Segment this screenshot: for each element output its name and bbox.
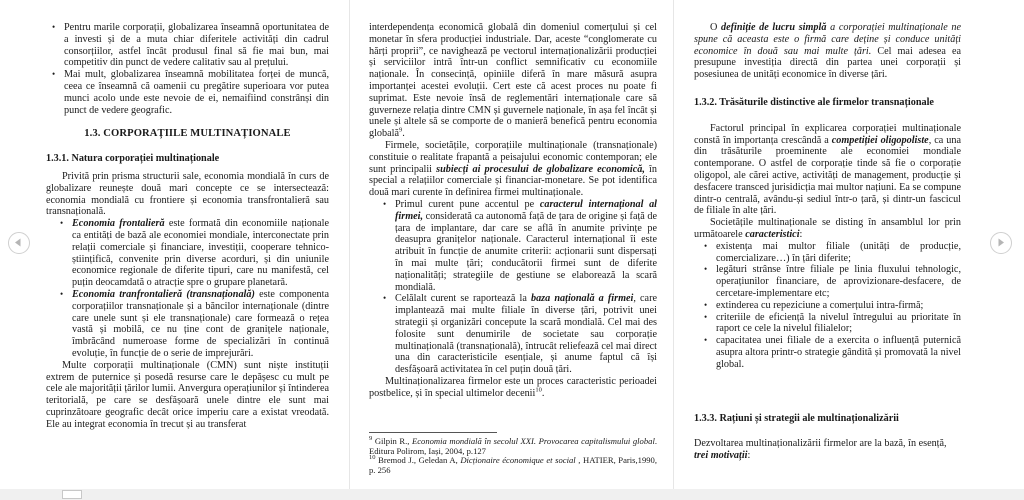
footnote-number: 9 bbox=[369, 435, 373, 443]
bullet-item bbox=[72, 289, 329, 360]
bullet-item: • Mai mult, globalizarea înseamnă mobilitatea forței de muncă, ceea ce înseamnă că oamenii cu pregătire superioara vor putea munci acolo unde este nevoie de ei, nemaifiind constrânși din punct de vedere geografic. bbox=[64, 69, 329, 116]
paragraph-text: interdependența economică globală din domeniul comerțului și cel monetar în sfera producției industriale. Dar, aceste “conglomerate cu hărți proprii”, ce navighează pe vectorul internaționalizării producției și serviciilor intră într-un conflict semnificativ cu economiile naționale. În consecință, opiniile diferă în mare măsură asupra importanței acestei evoluții. Cert este că acest proces nu poate fi suprimat. Este nevoie însă de reglementări internaționale care să guverneze relația dintre CMN și guvernele naționale, în așa fel încât și unele și altele să se comporte de o manieră benefică pentru economia globală bbox=[369, 22, 657, 140]
section-title: 1.3.3. Rațiuni și strategii ale multinaționalizării bbox=[694, 412, 899, 424]
bullet-text: , care implantează mai multe filiale în diverse țări, potrivit unei strategii și organizări concepute la scară mondială. Cel mai des folosite sunt denumirile de societate sau corporație multinațională (transnațională), întrucât reliefează cel mai direct una din caracteristicile esențiale, și anume faptul că își desfășoară activitatea în cel puțin două țări. bbox=[395, 293, 657, 376]
paragraph bbox=[694, 217, 961, 241]
paragraph bbox=[694, 123, 961, 217]
previous-page-button[interactable] bbox=[8, 232, 30, 254]
footnote-ref[interactable]: 9 bbox=[399, 126, 403, 134]
horizontal-scrollbar[interactable] bbox=[0, 489, 1024, 500]
page-right-content bbox=[694, 22, 961, 462]
paragraph-text: , ca una din trăsăturile proeminente ale economiei mondiale contemporane. O astfel de corporație tinde să fie o corporație oligopol, ale cărei active, activități de management, producție și desfacere transced jurisidicția mai multor națiuni. Ea se compune dintr-o centrală, avându-și sediul într-o țară, și dintr-un fascicul de filiale în alte țări. bbox=[694, 134, 961, 217]
globalization-bullets bbox=[46, 22, 329, 116]
chevron-right-circle-icon bbox=[991, 233, 1010, 252]
footnote bbox=[369, 456, 657, 475]
term: Economia tranfrontalieră (transnațională) bbox=[72, 288, 255, 300]
footnotes bbox=[369, 432, 657, 475]
footnote-author: Gilpin R., bbox=[372, 436, 412, 446]
footnote-title: Economia mondială în secolul XXI. Provocarea capitalismului global bbox=[411, 436, 655, 446]
bullet-item: • criteriile de eficiență la nivelul întregului au prioritate în raport ce cele la nivelul filialelor; bbox=[716, 312, 961, 336]
paragraph: Multinaționalizarea firmelor este un proces caracteristic perioadei postbelice, și în special ultimelor decenii$^{10}$. bbox=[369, 375, 657, 399]
page-middle bbox=[349, 0, 673, 489]
footnote-divider bbox=[369, 432, 497, 433]
bullet-item bbox=[395, 293, 657, 376]
bullet-text: este componenta corporațiilor transnaționale și a băncilor internaționale (dintre care unele sunt și ele transnaționale) care formează o rețea vastă și mobilă, ce nu ține cont de granițele naționale, îmbrăcând numeroase forme de specializări în continuă evoluție, în funcție de o serie de imprejurări. bbox=[72, 288, 329, 359]
page-right bbox=[673, 0, 1024, 489]
chevron-left-circle-icon bbox=[9, 233, 28, 252]
emphasis: competiției oligopoliste bbox=[831, 134, 929, 146]
paragraph: interdependența economică globală din domeniul comerțului și cel monetar în sfera producției industriale. Dar, aceste “conglomerate cu hărți proprii”, ce navighează pe vectorul internaționalizării producției și serviciilor intră într-un conflict semnificativ cu economiile naționale. În consecință, opiniile diferă în mare măsură asupra importanței acestei evoluții. Cert este că acest proces nu poate fi suprimat. Este nevoie însă de reglementări internaționale care să guverneze relația dintre CMN și guvernele naționale, în așa fel încât și unele și altele să se comporte de o manieră benefică pentru economia globală$^9$. bbox=[369, 22, 657, 140]
chapter-title: 1.3. CORPORAȚIILE MULTINAȚIONALE bbox=[84, 128, 291, 140]
footnote-title: Dicționaire économique et social bbox=[460, 455, 576, 466]
definition-currents-list bbox=[369, 199, 657, 376]
bullet-item: • capacitatea unei filiale de a exercita o influență puternică asupra altora printr-o strategie gândită și promovată la nivel global. bbox=[716, 335, 961, 370]
footnote-author: Bremod J., Geledan A, bbox=[375, 455, 461, 466]
page-left-content bbox=[46, 22, 329, 431]
paragraph-text: Dezvoltarea multinaționalizării firmelor are la bază, în esență, bbox=[694, 438, 947, 450]
paragraph bbox=[694, 438, 961, 462]
section-title: 1.3.2. Trăsăturile distinctive ale firmelor transnaționale bbox=[694, 96, 934, 108]
footnote bbox=[369, 437, 657, 456]
next-page-button[interactable] bbox=[990, 232, 1012, 254]
bullet-text: considerată ca autonomă față de țara de origine și față de țara de implantare, dar care se află în anumite privințe pe deasupra granițelor naționale. Caracterul internațional îi este atribuit în funcție de anumite criterii: acționarii sunt dispersați în mai multe țări; conducătorii firmei sunt de diferite naționalități; strategiile de gestiune se elaborează la scară mondială. bbox=[395, 210, 657, 293]
paragraph-text: Multinaționalizarea firmelor este un proces caracteristic perioadei postbelice, și în special ultimelor decenii bbox=[369, 375, 657, 399]
emphasis: definiție de lucru simplă bbox=[721, 22, 827, 33]
paragraph-text: Cel mai adesea ea presupune investiția directă din partea unei corporații și posesiunea de unități economice în diverse țări. bbox=[694, 45, 961, 81]
paragraph-text: în special a relațiilor comerciale și financiar-monetare. Se pot identifica două mari curente în definirea firmei multinaționale. bbox=[369, 163, 657, 199]
bullet-text: Primul curent pune accentul pe bbox=[395, 198, 540, 210]
paragraph-text: Societățile multinaționale se disting în ansamblul lor prin următoarele bbox=[694, 217, 961, 240]
emphasis: caracteristici bbox=[745, 228, 800, 240]
emphasis: subiecți ai procesului de globalizare economică, bbox=[436, 163, 645, 175]
term: Economia frontalieră bbox=[72, 218, 165, 230]
bullet-item bbox=[395, 199, 657, 293]
bullet-item: • Pentru marile corporații, globalizarea înseamnă oportunitatea de a investi și de a muta chiar diferitele activități din cadrul consorțiilor, astfel încât produsul final să fie mai bun, mai competitiv din punct de vedere calitativ sau al prețului. bbox=[64, 22, 329, 69]
emphasis: caracterul internațional al firmei, bbox=[395, 198, 657, 222]
definition-paragraph bbox=[694, 22, 961, 81]
page-middle-content bbox=[369, 22, 657, 400]
bullet-item: • extinderea cu repeziciune a comerțului intra-firmă; bbox=[716, 300, 961, 312]
economy-types-list bbox=[46, 218, 329, 360]
bullet-text: este formată din economiile naționale ca entități de bază ale economiei mondiale, interconectate prin relații comerciale și financiare, investiții, cooperare tehnico-științifică, convenite prin diverse acorduri, și din uniunile economice regionale de diferite tipuri, care nu manifestă, cel puțin deocamdată o atracție spre o grupare planetară. bbox=[72, 218, 329, 289]
paragraph bbox=[369, 140, 657, 199]
footnote-number: 10 bbox=[369, 454, 376, 462]
bullet-item: • existența mai multor filiale (unități de producție, comercializare…) în țări diferite; bbox=[716, 241, 961, 265]
paragraph-text: Firmele, societățile, corporațiile multinaționale (transnaționale) constituie o realitate frapantă a peisajului economic contemporan; ele sunt principalii bbox=[369, 139, 657, 175]
page-left bbox=[0, 0, 349, 489]
intro-paragraph: Privită prin prisma structurii sale, economia mondială în curs de globalizare reunește două mari concepte ce se intersectează: economia mondială cu frontiere și economia transfrontalieră sau transnațională. bbox=[46, 170, 329, 218]
emphasis: trei motivații bbox=[694, 450, 748, 462]
traits-list bbox=[694, 241, 961, 371]
paragraph-text: : bbox=[747, 450, 751, 462]
section-title: 1.3.1. Natura corporației multinaționale bbox=[46, 153, 220, 165]
paragraph-text: O bbox=[710, 22, 721, 33]
paragraph-text: Factorul principal în explicarea corporației multinaționale constă în importanța crescândă a bbox=[694, 122, 961, 146]
bullet-item bbox=[72, 218, 329, 289]
bullet-text: Celălalt curent se raportează la bbox=[395, 293, 531, 305]
closing-paragraph: Multe corporații multinaționale (CMN) sunt niște instituții extrem de puternice și posedă resurse care le depășesc cu mult pe cele ale majorității țărilor lumii. Anvergura operațiunilor și întinderea teritorială, pe care se desfășoară unele dintre ele sunt mai cuprinzătoare geografic decât orice imperiu care a existat vreodată. Ele au integrat economia în trecut și au transferat bbox=[46, 359, 329, 430]
paragraph-text: : bbox=[799, 228, 803, 240]
scrollbar-thumb[interactable] bbox=[62, 490, 82, 499]
emphasis: baza națională a firmei bbox=[530, 293, 634, 305]
footnote-source: , HATIER, Paris,1990, p. 256 bbox=[369, 455, 657, 475]
definition-text: a corporației multinaționale ne spune că aceasta este o firmă care deține și conduce unități economice în două sau mai multe țări. bbox=[694, 22, 961, 57]
footnote-source: . Editura Polirom, Iași, 2004, p.127 bbox=[369, 436, 657, 456]
footnote-ref[interactable]: 10 bbox=[535, 386, 542, 394]
bullet-item: • legături strânse între filiale pe linia fluxului tehnologic, operațiunilor financiare, de aprovizionare-desfacere, de cercetare-implementare etc; bbox=[716, 264, 961, 299]
